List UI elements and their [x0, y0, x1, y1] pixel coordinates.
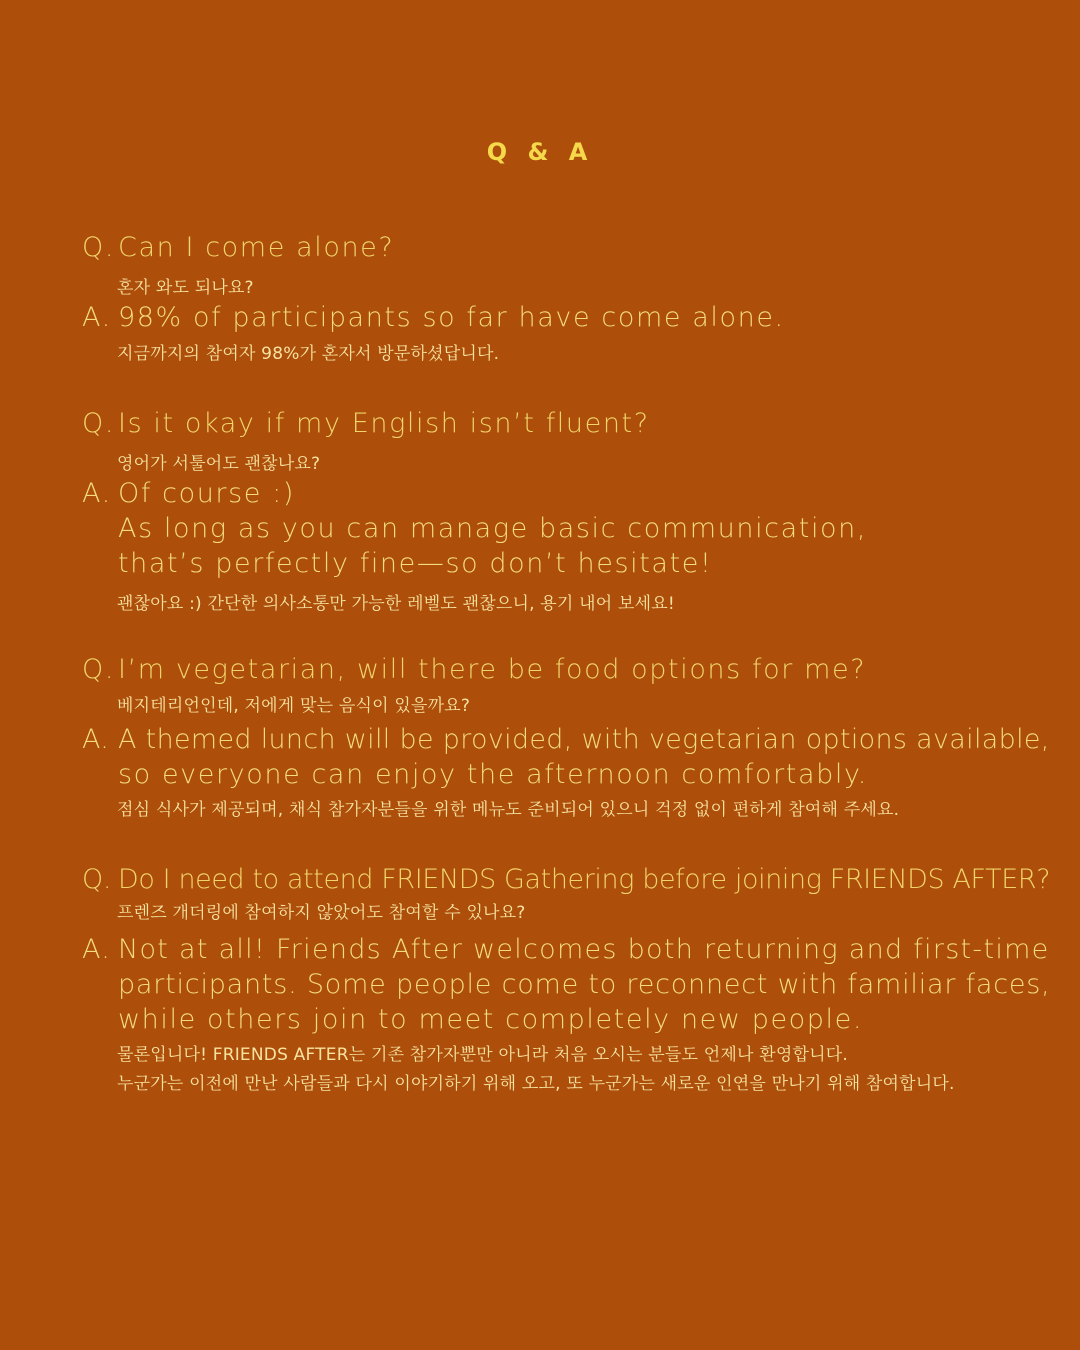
question-text: I’m vegetarian, will there be food options for me?	[118, 654, 867, 685]
answer-2-line-3: that’s perfectly fine—so don’t hesitate!	[118, 548, 713, 579]
answer-4-ko-line-2: 누군가는 이전에 만난 사람들과 다시 이야기하기 위해 오고, 또 누군가는 새로운 인연을 만나기 위해 참여합니다.	[117, 1074, 955, 1094]
answer-prefix: A.	[82, 302, 112, 333]
question-prefix: Q.	[82, 408, 116, 439]
answer-prefix: A.	[82, 478, 112, 509]
question-text: Can I come alone?	[118, 232, 395, 263]
answer-2-line-2: As long as you can manage basic communication,	[118, 513, 868, 544]
answer-text: A themed lunch will be provided, with vegetarian options available,	[118, 724, 1050, 755]
question-prefix: Q.	[82, 864, 112, 895]
question-1-ko: 혼자 와도 되나요?	[117, 278, 254, 298]
answer-text: Not at all! Friends After welcomes both returning and first-time	[118, 934, 1050, 965]
answer-prefix: A.	[82, 724, 110, 755]
question-3-ko: 베지테리언인데, 저에게 맞는 음식이 있을까요?	[117, 696, 471, 716]
question-2	[82, 408, 650, 439]
question-4	[82, 864, 1050, 895]
question-4-ko: 프렌즈 개더링에 참여하지 않았어도 참여할 수 있나요?	[117, 903, 526, 923]
answer-3-line-2: so everyone can enjoy the afternoon comfortably.	[118, 759, 868, 790]
question-prefix: Q.	[82, 232, 116, 263]
answer-3-line-1	[82, 724, 1050, 755]
question-1	[82, 232, 394, 263]
question-prefix: Q.	[82, 654, 116, 685]
answer-text: 98% of participants so far have come alone.	[118, 302, 785, 333]
answer-4-line-2: participants. Some people come to reconnect with familiar faces,	[118, 969, 1051, 1000]
answer-4-line-3: while others join to meet completely new people.	[118, 1004, 864, 1035]
answer-3-ko: 점심 식사가 제공되며, 채식 참가자분들을 위한 메뉴도 준비되어 있으니 걱정 없이 편하게 참여해 주세요.	[117, 800, 900, 820]
answer-2-ko: 괜찮아요 :) 간단한 의사소통만 가능한 레벨도 괜찮으니, 용기 내어 보세요!	[117, 594, 675, 614]
question-2-ko: 영어가 서툴어도 괜찮나요?	[117, 454, 321, 474]
answer-2-line-1	[82, 478, 295, 509]
answer-1-line-1	[82, 302, 785, 333]
answer-4-line-1	[82, 934, 1050, 965]
page-title: Q & A	[486, 138, 594, 166]
question-text: Do I need to attend FRIENDS Gathering before joining FRIENDS AFTER?	[118, 864, 1051, 895]
answer-1-ko: 지금까지의 참여자 98%가 혼자서 방문하셨답니다.	[117, 344, 500, 364]
question-3	[82, 654, 866, 685]
answer-4-ko-line-1: 물론입니다! FRIENDS AFTER는 기존 참가자뿐만 아니라 처음 오시는 분들도 언제나 환영합니다.	[117, 1045, 848, 1065]
answer-prefix: A.	[82, 934, 112, 965]
answer-text: Of course :)	[118, 478, 296, 509]
question-text: Is it okay if my English isn’t fluent?	[118, 408, 650, 439]
